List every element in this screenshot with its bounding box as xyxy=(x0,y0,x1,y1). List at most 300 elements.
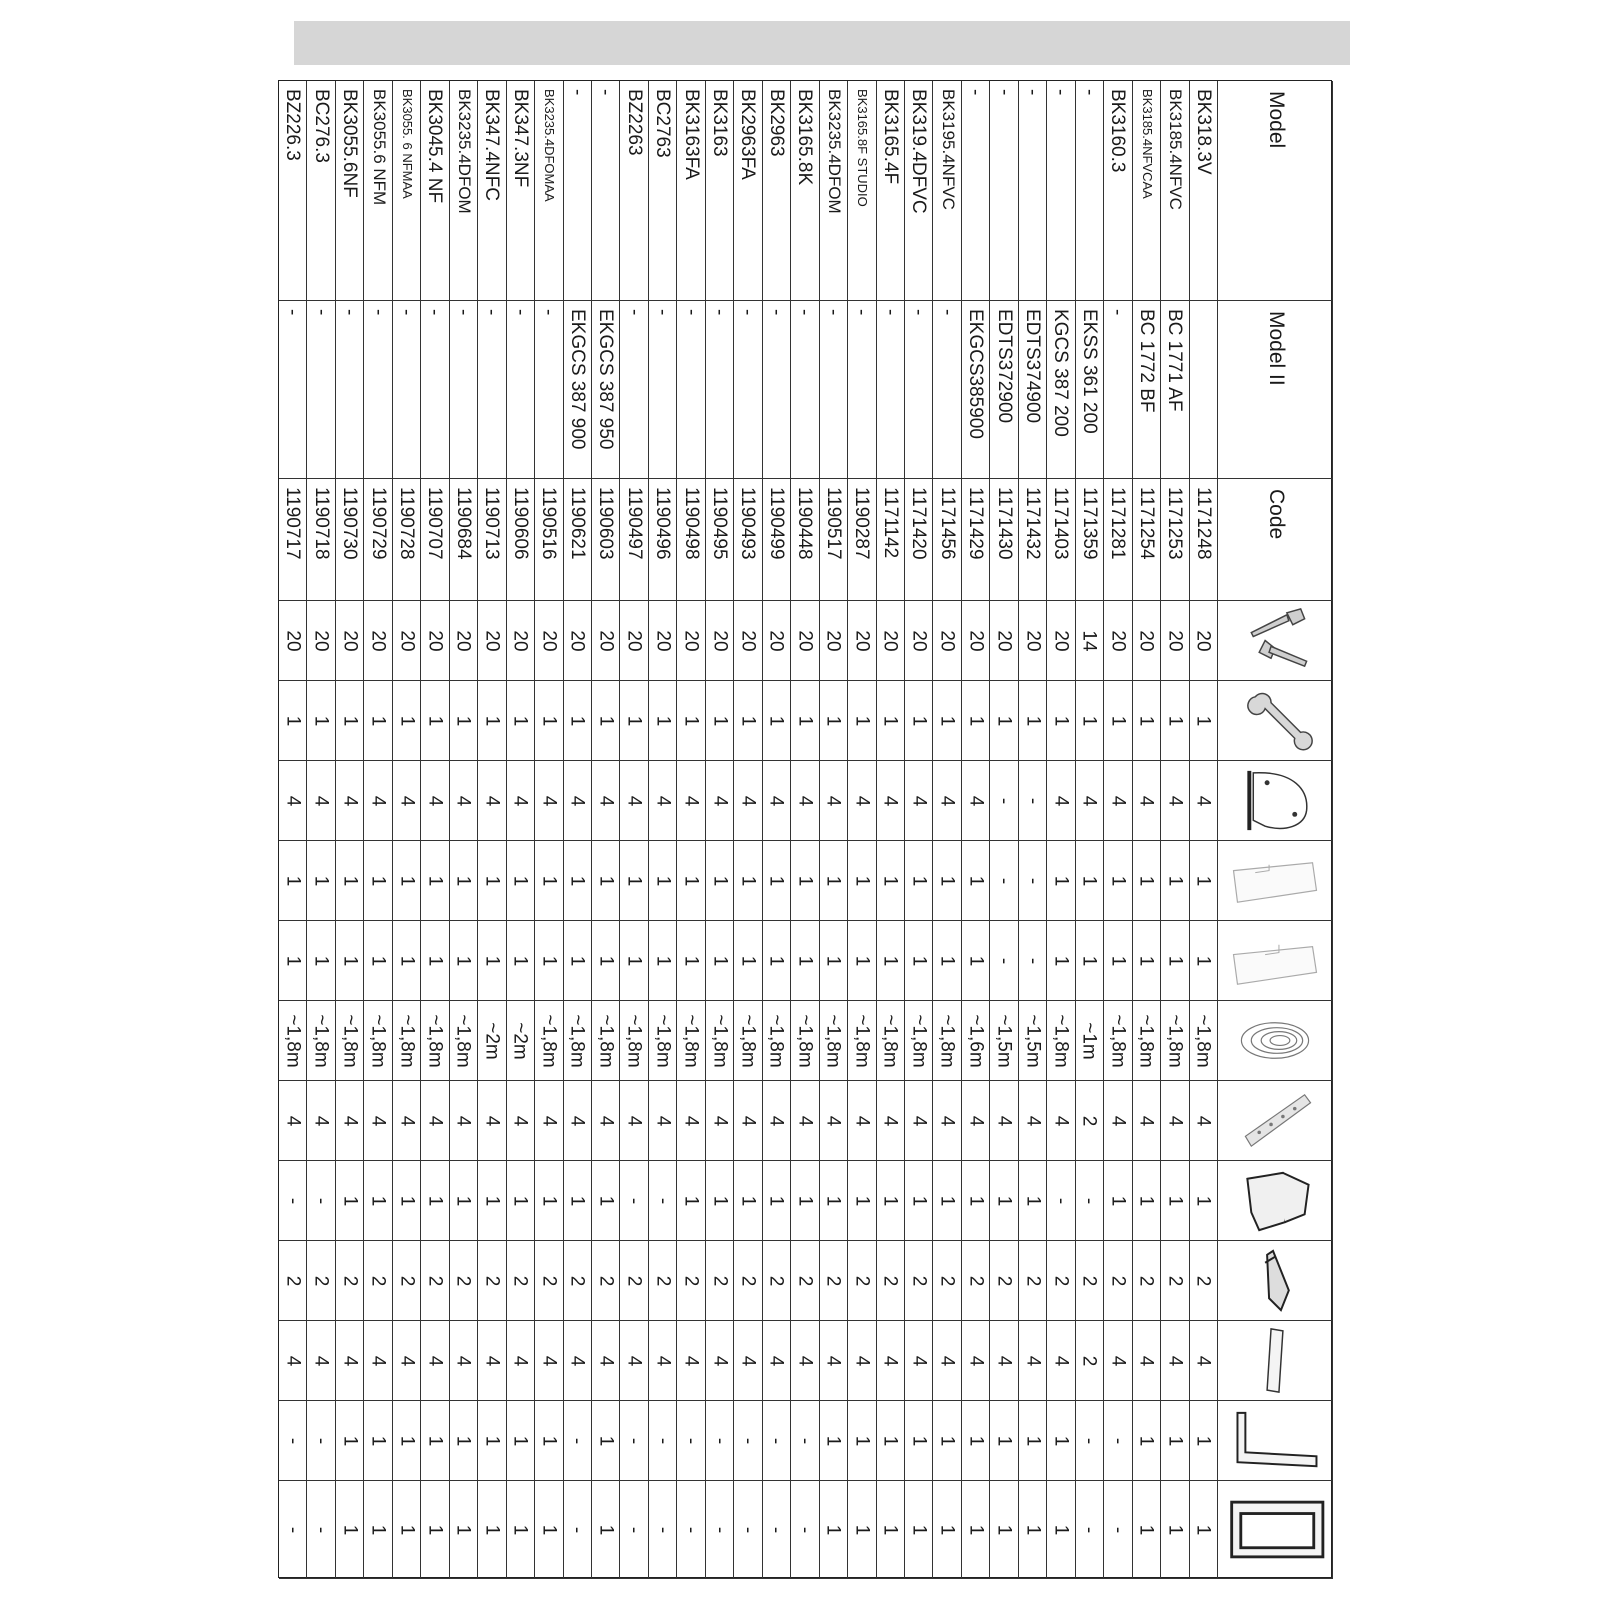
qty-cell xyxy=(450,761,478,841)
header-clip xyxy=(1218,1241,1333,1321)
qty-cell xyxy=(478,601,506,681)
qty-cell xyxy=(1076,1241,1104,1321)
qty-clip: 2 xyxy=(1192,1275,1214,1286)
qty-wrench: 1 xyxy=(1135,715,1157,726)
qty-clip: 2 xyxy=(1164,1275,1186,1286)
qty-panel-strip-a: 1 xyxy=(879,875,901,886)
qty-screws: 20 xyxy=(623,629,645,652)
qty-rail-bracket: 4 xyxy=(1107,1115,1129,1126)
qty-screws: 20 xyxy=(282,629,304,652)
qty-cell xyxy=(649,1321,677,1401)
qty-cell xyxy=(962,1401,990,1481)
qty-duct-adapter: 1 xyxy=(538,1195,560,1206)
qty-cell xyxy=(336,681,364,761)
qty-template-plate: 4 xyxy=(595,795,617,806)
model-value: BK3163FA xyxy=(680,89,702,180)
qty-metal-strip: 4 xyxy=(709,1355,731,1366)
qty-cell xyxy=(820,601,848,681)
qty-cell xyxy=(763,841,791,921)
qty-cell xyxy=(649,761,677,841)
qty-rail-bracket: 4 xyxy=(595,1115,617,1126)
header-screws xyxy=(1218,601,1333,681)
qty-cell xyxy=(307,1481,335,1579)
qty-cell xyxy=(706,921,734,1001)
qty-wrench: 1 xyxy=(765,715,787,726)
qty-template-plate: 4 xyxy=(1192,795,1214,806)
qty-cell xyxy=(820,681,848,761)
model-cell xyxy=(279,81,307,301)
qty-cell xyxy=(820,1001,848,1081)
qty-cell xyxy=(933,681,961,761)
qty-cell xyxy=(990,601,1018,681)
qty-frame: - xyxy=(794,1526,816,1533)
qty-rail-bracket: 4 xyxy=(481,1115,503,1126)
qty-duct-adapter: 1 xyxy=(737,1195,759,1206)
qty-screws: 20 xyxy=(396,629,418,652)
qty-panel-strip-b: 1 xyxy=(908,955,930,966)
model-cell xyxy=(734,81,762,301)
qty-wrench: 1 xyxy=(566,715,588,726)
qty-cell xyxy=(507,1161,535,1241)
qty-clip: 2 xyxy=(282,1275,304,1286)
qty-cell xyxy=(364,601,392,681)
qty-cell xyxy=(1133,1161,1161,1241)
qty-cell xyxy=(905,1081,933,1161)
code-value: 1190499 xyxy=(765,487,787,560)
qty-cell xyxy=(507,1081,535,1161)
qty-cell xyxy=(706,841,734,921)
qty-frame: 1 xyxy=(424,1524,446,1535)
code-cell xyxy=(421,479,449,601)
qty-cell xyxy=(1047,1161,1075,1241)
model-value: BK3235.4DFOM xyxy=(824,89,844,214)
header-model xyxy=(1218,81,1333,301)
model-cell xyxy=(1104,81,1132,301)
qty-cell xyxy=(877,601,905,681)
qty-cell xyxy=(877,681,905,761)
qty-cell xyxy=(535,1001,563,1081)
qty-screws: 20 xyxy=(965,629,987,652)
code-cell xyxy=(307,479,335,601)
model-value: BK3055.6NF xyxy=(339,89,361,198)
qty-screws: 20 xyxy=(1164,629,1186,652)
qty-cell xyxy=(421,1161,449,1241)
model-value: BK3045.4 NF xyxy=(424,89,446,204)
qty-cell xyxy=(1161,1241,1189,1321)
qty-cell xyxy=(620,601,648,681)
header-code-label: Code xyxy=(1264,489,1288,540)
code-value: 1171429 xyxy=(965,487,987,560)
code-cell xyxy=(535,479,563,601)
qty-cell xyxy=(905,1321,933,1401)
qty-cell xyxy=(478,1161,506,1241)
qty-cell xyxy=(848,681,876,761)
qty-panel-strip-a: 1 xyxy=(851,875,873,886)
qty-cell xyxy=(535,1401,563,1481)
qty-cable-coil: ~1,8m xyxy=(879,1013,901,1068)
qty-clip: 2 xyxy=(509,1275,531,1286)
qty-panel-strip-b: 1 xyxy=(879,955,901,966)
qty-cell xyxy=(1047,1401,1075,1481)
qty-metal-strip: 4 xyxy=(1135,1355,1157,1366)
qty-cell xyxy=(364,841,392,921)
qty-cell xyxy=(933,841,961,921)
qty-template-plate: 4 xyxy=(1135,795,1157,806)
qty-metal-strip: 4 xyxy=(737,1355,759,1366)
qty-cell xyxy=(307,1241,335,1321)
qty-cell xyxy=(734,761,762,841)
header-model-label: Model xyxy=(1264,91,1288,149)
qty-panel-strip-b: 1 xyxy=(1050,955,1072,966)
model2-cell xyxy=(1161,301,1189,479)
model2-value: - xyxy=(652,309,674,316)
qty-wrench: 1 xyxy=(879,715,901,726)
qty-duct-adapter: 1 xyxy=(908,1195,930,1206)
qty-cell xyxy=(706,681,734,761)
qty-cell xyxy=(734,681,762,761)
qty-duct-adapter: 1 xyxy=(822,1195,844,1206)
qty-cable-coil: ~1,8m xyxy=(1192,1013,1214,1068)
qty-panel-strip-a: 1 xyxy=(623,875,645,886)
qty-cell xyxy=(450,1481,478,1579)
qty-panel-strip-b: - xyxy=(993,957,1015,964)
qty-metal-strip: 4 xyxy=(595,1355,617,1366)
qty-metal-strip: 4 xyxy=(765,1355,787,1366)
qty-l-bracket: 1 xyxy=(1192,1435,1214,1446)
model-value: BK2963 xyxy=(765,89,787,157)
qty-panel-strip-b: 1 xyxy=(965,955,987,966)
qty-cell xyxy=(393,1481,421,1579)
qty-template-plate: 4 xyxy=(367,795,389,806)
qty-cell xyxy=(962,1321,990,1401)
model-value: - xyxy=(1078,89,1100,96)
model-cell xyxy=(336,81,364,301)
qty-cell xyxy=(336,841,364,921)
qty-cell xyxy=(1104,1321,1132,1401)
qty-panel-strip-a: 1 xyxy=(652,875,674,886)
model-value: BK3163 xyxy=(709,89,731,157)
qty-cell xyxy=(1047,761,1075,841)
qty-clip: 2 xyxy=(709,1275,731,1286)
qty-template-plate: 4 xyxy=(282,795,304,806)
qty-cell xyxy=(677,841,705,921)
qty-cell xyxy=(1019,681,1047,761)
qty-metal-strip: 4 xyxy=(1050,1355,1072,1366)
model2-cell xyxy=(791,301,819,479)
qty-cell xyxy=(990,1401,1018,1481)
qty-cell xyxy=(877,1001,905,1081)
qty-cell xyxy=(592,1401,620,1481)
qty-cell xyxy=(677,921,705,1001)
model-cell xyxy=(962,81,990,301)
qty-panel-strip-b: 1 xyxy=(424,955,446,966)
qty-clip: 2 xyxy=(794,1275,816,1286)
qty-metal-strip: 4 xyxy=(1164,1355,1186,1366)
qty-rail-bracket: 4 xyxy=(623,1115,645,1126)
qty-cell xyxy=(421,681,449,761)
model2-cell xyxy=(763,301,791,479)
qty-template-plate: 4 xyxy=(623,795,645,806)
qty-cell xyxy=(1190,841,1218,921)
qty-cell xyxy=(620,841,648,921)
qty-cell xyxy=(905,1161,933,1241)
code-value: 1190495 xyxy=(709,487,731,560)
model2-cell xyxy=(1019,301,1047,479)
qty-cable-coil: ~1,8m xyxy=(652,1013,674,1068)
qty-cell xyxy=(1104,761,1132,841)
qty-panel-strip-a: 1 xyxy=(1107,875,1129,886)
qty-wrench: 1 xyxy=(538,715,560,726)
qty-template-plate: 4 xyxy=(424,795,446,806)
qty-duct-adapter: 1 xyxy=(1107,1195,1129,1206)
qty-duct-adapter: 1 xyxy=(452,1195,474,1206)
qty-metal-strip: 4 xyxy=(452,1355,474,1366)
qty-cell xyxy=(1104,1001,1132,1081)
qty-duct-adapter: 1 xyxy=(566,1195,588,1206)
qty-clip: 2 xyxy=(822,1275,844,1286)
code-cell xyxy=(450,479,478,601)
qty-wrench: 1 xyxy=(367,715,389,726)
qty-screws: 20 xyxy=(822,629,844,652)
qty-cell xyxy=(820,761,848,841)
qty-cell xyxy=(592,1081,620,1161)
qty-clip: 2 xyxy=(908,1275,930,1286)
qty-cable-coil: ~1,8m xyxy=(1050,1013,1072,1068)
model-value: BK3185.4NFVC xyxy=(1166,89,1186,210)
qty-cell xyxy=(535,841,563,921)
model2-cell xyxy=(592,301,620,479)
qty-panel-strip-b: 1 xyxy=(595,955,617,966)
qty-cell xyxy=(507,1241,535,1321)
qty-frame: - xyxy=(1078,1526,1100,1533)
qty-cell xyxy=(564,681,592,761)
model2-cell xyxy=(734,301,762,479)
model2-cell xyxy=(990,301,1018,479)
qty-l-bracket: - xyxy=(737,1437,759,1444)
qty-cell xyxy=(1190,921,1218,1001)
qty-cell xyxy=(763,601,791,681)
model2-cell xyxy=(677,301,705,479)
qty-cell xyxy=(763,1321,791,1401)
qty-cell xyxy=(848,1241,876,1321)
model-cell xyxy=(848,81,876,301)
model2-value: - xyxy=(936,309,958,316)
qty-panel-strip-a: 1 xyxy=(794,875,816,886)
model-value: - xyxy=(1050,89,1072,96)
qty-frame: 1 xyxy=(993,1524,1015,1535)
qty-panel-strip-b: 1 xyxy=(1192,955,1214,966)
code-value: 1190684 xyxy=(452,487,474,560)
code-value: 1190717 xyxy=(282,487,304,560)
code-cell xyxy=(1076,479,1104,601)
qty-cell xyxy=(592,921,620,1001)
qty-screws: 20 xyxy=(424,629,446,652)
qty-clip: 2 xyxy=(936,1275,958,1286)
model-cell xyxy=(535,81,563,301)
qty-cell xyxy=(564,1001,592,1081)
qty-cable-coil: ~1,8m xyxy=(424,1013,446,1068)
model2-value: - xyxy=(396,309,418,316)
qty-cell xyxy=(421,761,449,841)
qty-cell xyxy=(877,1481,905,1579)
qty-l-bracket: - xyxy=(765,1437,787,1444)
qty-cell xyxy=(1104,921,1132,1001)
qty-panel-strip-b: 1 xyxy=(310,955,332,966)
qty-cell xyxy=(450,681,478,761)
qty-cell xyxy=(307,681,335,761)
wrench-icon xyxy=(1218,681,1332,760)
qty-cell xyxy=(620,1321,648,1401)
model-cell xyxy=(877,81,905,301)
model2-cell xyxy=(905,301,933,479)
qty-cell xyxy=(791,921,819,1001)
qty-cell xyxy=(1161,1001,1189,1081)
qty-panel-strip-b: 1 xyxy=(367,955,389,966)
qty-clip: 2 xyxy=(1135,1275,1157,1286)
qty-wrench: 1 xyxy=(339,715,361,726)
qty-rail-bracket: 4 xyxy=(424,1115,446,1126)
code-cell xyxy=(1190,479,1218,601)
qty-cell xyxy=(763,1481,791,1579)
qty-cell xyxy=(421,841,449,921)
qty-cell xyxy=(1076,681,1104,761)
qty-metal-strip: 2 xyxy=(1078,1355,1100,1366)
qty-cell xyxy=(1133,1001,1161,1081)
qty-clip: 2 xyxy=(1078,1275,1100,1286)
qty-panel-strip-b: 1 xyxy=(822,955,844,966)
model2-cell xyxy=(820,301,848,479)
qty-cable-coil: ~1m xyxy=(1078,1021,1100,1060)
qty-cable-coil: ~1,8m xyxy=(936,1013,958,1068)
qty-panel-strip-a: 1 xyxy=(367,875,389,886)
qty-clip: 2 xyxy=(452,1275,474,1286)
qty-metal-strip: 4 xyxy=(367,1355,389,1366)
qty-cell xyxy=(393,1001,421,1081)
qty-cell xyxy=(848,1401,876,1481)
model2-cell xyxy=(564,301,592,479)
model-value: BZ2263 xyxy=(623,89,645,156)
qty-rail-bracket: 4 xyxy=(879,1115,901,1126)
qty-cable-coil: ~1,8m xyxy=(566,1013,588,1068)
qty-l-bracket: 1 xyxy=(396,1435,418,1446)
qty-cell xyxy=(791,841,819,921)
qty-cell xyxy=(507,1321,535,1401)
qty-duct-adapter: 1 xyxy=(851,1195,873,1206)
qty-frame: - xyxy=(566,1526,588,1533)
code-cell xyxy=(507,479,535,601)
qty-screws: 20 xyxy=(595,629,617,652)
qty-cell xyxy=(620,1401,648,1481)
qty-panel-strip-b: 1 xyxy=(1135,955,1157,966)
qty-cell xyxy=(564,601,592,681)
code-value: 1171142 xyxy=(879,487,901,559)
qty-metal-strip: 4 xyxy=(993,1355,1015,1366)
qty-cell xyxy=(1019,1081,1047,1161)
qty-cell xyxy=(592,1001,620,1081)
qty-wrench: 1 xyxy=(794,715,816,726)
qty-cable-coil: ~1,8m xyxy=(1164,1013,1186,1068)
qty-cell xyxy=(592,1481,620,1579)
header-code xyxy=(1218,479,1333,601)
qty-metal-strip: 4 xyxy=(794,1355,816,1366)
qty-cell xyxy=(677,1081,705,1161)
qty-cell xyxy=(962,1001,990,1081)
qty-screws: 20 xyxy=(652,629,674,652)
code-value: 1190517 xyxy=(822,487,844,560)
qty-panel-strip-b: 1 xyxy=(509,955,531,966)
qty-frame: - xyxy=(737,1526,759,1533)
qty-cell xyxy=(763,921,791,1001)
qty-cell xyxy=(734,1321,762,1401)
model-cell xyxy=(620,81,648,301)
qty-cell xyxy=(990,1321,1018,1401)
qty-clip: 2 xyxy=(595,1275,617,1286)
qty-cell xyxy=(734,841,762,921)
qty-panel-strip-b: 1 xyxy=(936,955,958,966)
qty-cell xyxy=(507,841,535,921)
qty-cell xyxy=(421,601,449,681)
qty-screws: 20 xyxy=(737,629,759,652)
model2-cell xyxy=(620,301,648,479)
qty-cell xyxy=(962,681,990,761)
qty-cell xyxy=(1019,841,1047,921)
qty-template-plate: 4 xyxy=(965,795,987,806)
qty-cell xyxy=(990,1481,1018,1579)
qty-cell xyxy=(734,921,762,1001)
qty-metal-strip: 4 xyxy=(481,1355,503,1366)
qty-panel-strip-a: 1 xyxy=(709,875,731,886)
model2-value: BC 1771 AF xyxy=(1164,309,1186,412)
code-cell xyxy=(1047,479,1075,601)
qty-template-plate: - xyxy=(1022,797,1044,804)
qty-duct-adapter: - xyxy=(310,1197,332,1204)
parts-table xyxy=(278,80,1332,1578)
qty-cell xyxy=(933,921,961,1001)
qty-cell xyxy=(791,1401,819,1481)
model2-cell xyxy=(336,301,364,479)
model-value: - xyxy=(1022,89,1044,96)
qty-cell xyxy=(706,601,734,681)
qty-l-bracket: - xyxy=(1107,1437,1129,1444)
model-cell xyxy=(564,81,592,301)
model-value: BC2763 xyxy=(652,89,674,158)
code-value: 1171254 xyxy=(1135,487,1157,560)
qty-panel-strip-a: 1 xyxy=(481,875,503,886)
qty-frame: 1 xyxy=(1192,1524,1214,1535)
qty-cell xyxy=(962,841,990,921)
qty-cell xyxy=(962,1241,990,1321)
qty-clip: 2 xyxy=(765,1275,787,1286)
qty-l-bracket: 1 xyxy=(993,1435,1015,1446)
qty-clip: 2 xyxy=(339,1275,361,1286)
model2-cell xyxy=(649,301,677,479)
model-cell xyxy=(933,81,961,301)
qty-cell xyxy=(307,1321,335,1401)
qty-wrench: 1 xyxy=(908,715,930,726)
qty-duct-adapter: 1 xyxy=(965,1195,987,1206)
qty-cable-coil: ~1,8m xyxy=(709,1013,731,1068)
qty-cable-coil: ~2m xyxy=(481,1021,503,1060)
qty-cell xyxy=(990,761,1018,841)
qty-rail-bracket: 4 xyxy=(965,1115,987,1126)
qty-duct-adapter: - xyxy=(1050,1197,1072,1204)
qty-screws: 20 xyxy=(1050,629,1072,652)
header-metal-strip xyxy=(1218,1321,1333,1401)
qty-cell xyxy=(848,1001,876,1081)
qty-cell xyxy=(649,1481,677,1579)
qty-cell xyxy=(877,1081,905,1161)
qty-cell xyxy=(905,1001,933,1081)
